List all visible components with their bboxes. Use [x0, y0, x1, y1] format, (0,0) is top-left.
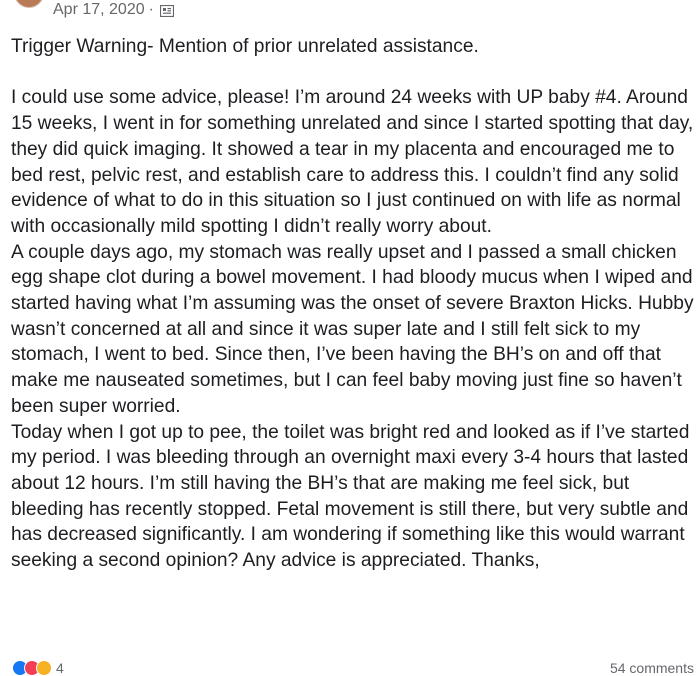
post-paragraph: Today when I got up to pee, the toilet was bright red and looked as if I’ve started my period. I was bleeding through an overnight maxi every 3-4 hours that lasted about 12 hours. I’m still having the BH’s that are making me feel sick, but bleeding has recently stopped. Fetal movement is still there, but very subtle and has decreased significantly. I am wondering if something like this would warrant seeking a second opinion? Any advice is appreciated. Thanks,: [11, 421, 690, 572]
meta-separator: ·: [148, 1, 154, 18]
post-paragraph: A couple days ago, my stomach was really upset and I passed a small chicken egg shape clot during a bowel movement. I had bloody mucus when I wiped and started having what I’m assuming was the onset of severe Braxton Hicks. Hubby wasn’t concerned at all and since it was super late and I still felt sick to my stomach, I went to bed. Since then, I’ve been having the BH’s on and off that make me nauseated sometimes, but I can feel baby moving just fine so haven’t been super worried.: [11, 241, 694, 417]
post-footer: [0, 660, 700, 676]
post-paragraph: Trigger Warning- Mention of prior unrelated assistance.: [11, 36, 479, 57]
avatar[interactable]: [14, 0, 44, 8]
post-header: [0, 0, 700, 28]
post-meta: [53, 1, 174, 19]
group-icon: [160, 4, 174, 16]
post-paragraph: I could use some advice, please! I’m around 24 weeks with UP baby #4. Around 15 weeks, I went in for something unrelated and since I started spotting that day, they did quick imaging. It showed a tear in my placenta and encouraged me to bed rest, pelvic rest, and establish care to address this. I couldn’t find any solid evidence of what to do in this situation so I just continued on with life as normal with occasionally mild spotting I didn’t really worry about.: [11, 87, 694, 237]
comments-count-link[interactable]: 54 comments: [609, 660, 694, 676]
post-body: [11, 34, 695, 574]
post-blank-line: [11, 60, 695, 86]
reaction-count: 4: [56, 660, 64, 676]
post-timestamp[interactable]: Apr 17, 2020: [53, 1, 145, 18]
reactions-summary[interactable]: [12, 660, 64, 676]
care-reaction-icon: [36, 660, 52, 676]
